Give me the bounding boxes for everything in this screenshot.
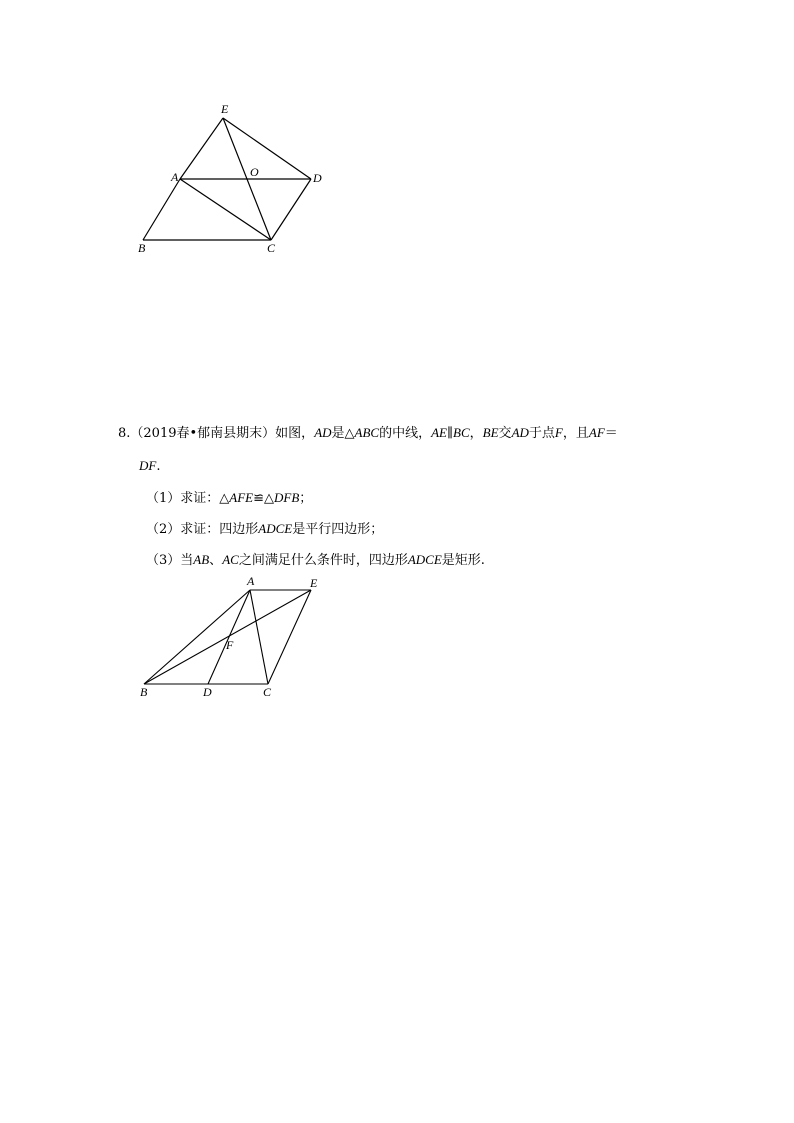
stem-text: ＝ bbox=[604, 426, 618, 441]
segment-AC bbox=[250, 590, 268, 684]
segment-AB bbox=[144, 590, 250, 684]
label-B: B bbox=[140, 685, 148, 699]
segment-BE bbox=[144, 590, 311, 684]
q2-math: ADCE bbox=[258, 521, 293, 536]
stem-text: 是△ bbox=[331, 426, 355, 441]
stem-text: . bbox=[156, 459, 161, 474]
segment-AD bbox=[208, 590, 250, 684]
q1-text: ； bbox=[299, 491, 313, 506]
q3-text: 、 bbox=[209, 553, 223, 568]
problem-source: （2019春•郁南县期末） bbox=[130, 426, 276, 441]
stem-text: 交 bbox=[498, 426, 512, 441]
figure-1 bbox=[130, 95, 330, 260]
question-2 bbox=[146, 520, 383, 539]
segment-CD bbox=[271, 179, 311, 240]
segment-CE bbox=[268, 590, 311, 684]
stem-text: ， bbox=[469, 426, 483, 441]
q1-text: ≌△ bbox=[253, 491, 274, 506]
q3-math: AC bbox=[222, 552, 239, 567]
stem-text: ∥ bbox=[447, 426, 454, 441]
segment-ED bbox=[223, 118, 311, 179]
question-3 bbox=[146, 551, 485, 570]
figure-2-svg bbox=[130, 572, 330, 702]
stem-math: AD bbox=[314, 425, 332, 440]
stem-math: BC bbox=[453, 425, 470, 440]
stem-math: AF bbox=[588, 425, 605, 440]
q1-math: DFB bbox=[274, 490, 300, 505]
q1-math: AFE bbox=[229, 490, 254, 505]
question-1 bbox=[146, 489, 312, 508]
figure-1-svg bbox=[130, 95, 330, 260]
q2-text: （2）求证：四边形 bbox=[146, 522, 259, 537]
problem-stem-line-2 bbox=[139, 457, 160, 476]
stem-math: AE bbox=[431, 425, 447, 440]
stem-text: ，且 bbox=[562, 426, 589, 441]
label-F: F bbox=[226, 638, 234, 652]
stem-math: DF bbox=[139, 458, 157, 473]
q3-math: AB bbox=[193, 552, 210, 567]
stem-text: 的中线， bbox=[379, 426, 432, 441]
stem-text: 于点 bbox=[528, 426, 555, 441]
q1-text: （1）求证：△ bbox=[146, 491, 230, 506]
q3-text: （3）当 bbox=[146, 553, 194, 568]
segment-AC bbox=[180, 179, 271, 240]
label-A: A bbox=[247, 574, 255, 588]
q2-text: 是平行四边形； bbox=[292, 522, 384, 537]
stem-text: 如图， bbox=[275, 426, 315, 441]
segment-AB bbox=[143, 179, 180, 240]
label-D: D bbox=[203, 685, 212, 699]
stem-math: AD bbox=[511, 425, 529, 440]
label-E: E bbox=[221, 102, 229, 116]
problem-stem-line-1 bbox=[118, 424, 618, 443]
label-D: D bbox=[313, 171, 322, 185]
problem-number: 8. bbox=[118, 426, 131, 441]
label-O: O bbox=[250, 165, 259, 179]
label-A: A bbox=[171, 170, 179, 184]
segment-EA bbox=[180, 118, 223, 179]
label-E: E bbox=[310, 576, 318, 590]
stem-math: BE bbox=[482, 425, 499, 440]
stem-math: ABC bbox=[354, 425, 380, 440]
q3-math: ADCE bbox=[407, 552, 442, 567]
label-C: C bbox=[263, 685, 272, 699]
q3-text: 是矩形. bbox=[441, 553, 485, 568]
stem-math: F bbox=[554, 425, 563, 440]
label-B: B bbox=[138, 241, 146, 255]
figure-2 bbox=[130, 572, 330, 702]
q3-text: 之间满足什么条件时，四边形 bbox=[238, 553, 408, 568]
label-C: C bbox=[267, 241, 276, 255]
